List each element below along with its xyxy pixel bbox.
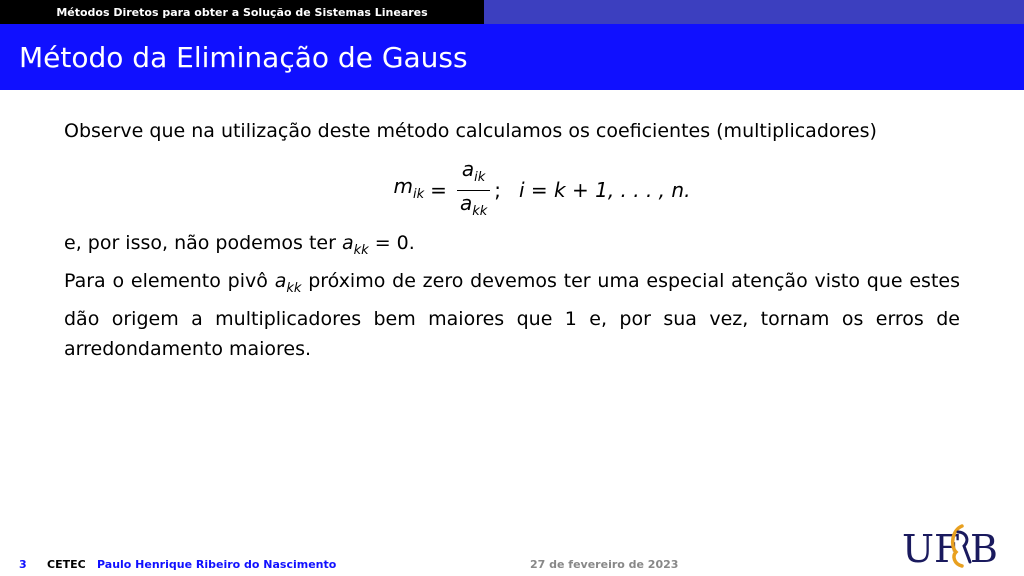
formula-range: i = k + 1, . . . , n. xyxy=(519,178,691,202)
intro-text: Observe que na utilização deste método calculamos os coeficientes (multiplicadores) xyxy=(64,120,877,142)
slide-content xyxy=(64,116,960,364)
section-title: Métodos Diretos para obter a Solução de Sistemas Lineares xyxy=(56,5,428,19)
section-header-bar xyxy=(0,0,1024,24)
ufrb-logo xyxy=(900,518,1004,570)
formula-lhs: $m_{ik}$ xyxy=(393,173,425,202)
footer-institution: CETEC xyxy=(47,558,86,571)
footer-date: 27 de fevereiro de 2023 xyxy=(530,558,679,571)
svg-text:UF: UF xyxy=(902,527,961,570)
page-number: 3 xyxy=(19,558,27,571)
fraction-denominator: $a_{kk}$ xyxy=(459,190,488,219)
formula-separator: ; xyxy=(494,178,502,202)
pivot-paragraph: Para o elemento pivô $a_{kk}$ próximo de zero devemos ter uma especial atenção visto que estes dão origem a multiplicadores bem maiores que 1 e, por sua vez, tornam os erros de arredondamento maiores. xyxy=(64,269,960,360)
footer xyxy=(0,555,1024,575)
frame-title: Método da Eliminação de Gauss xyxy=(19,40,468,74)
formula-equals: = xyxy=(430,178,447,202)
multiplier-formula xyxy=(64,156,960,220)
frame-title-bar xyxy=(0,24,1024,90)
condition-line: e, por isso, não podemos ter $a_{kk} = 0$. xyxy=(64,232,415,258)
fraction-numerator: $a_{ik}$ xyxy=(461,156,486,185)
svg-text:B: B xyxy=(970,527,998,570)
section-header-right xyxy=(484,0,1024,24)
formula-fraction xyxy=(457,157,490,224)
footer-author: Paulo Henrique Ribeiro do Nascimento xyxy=(97,558,337,571)
section-header-left xyxy=(0,0,484,24)
